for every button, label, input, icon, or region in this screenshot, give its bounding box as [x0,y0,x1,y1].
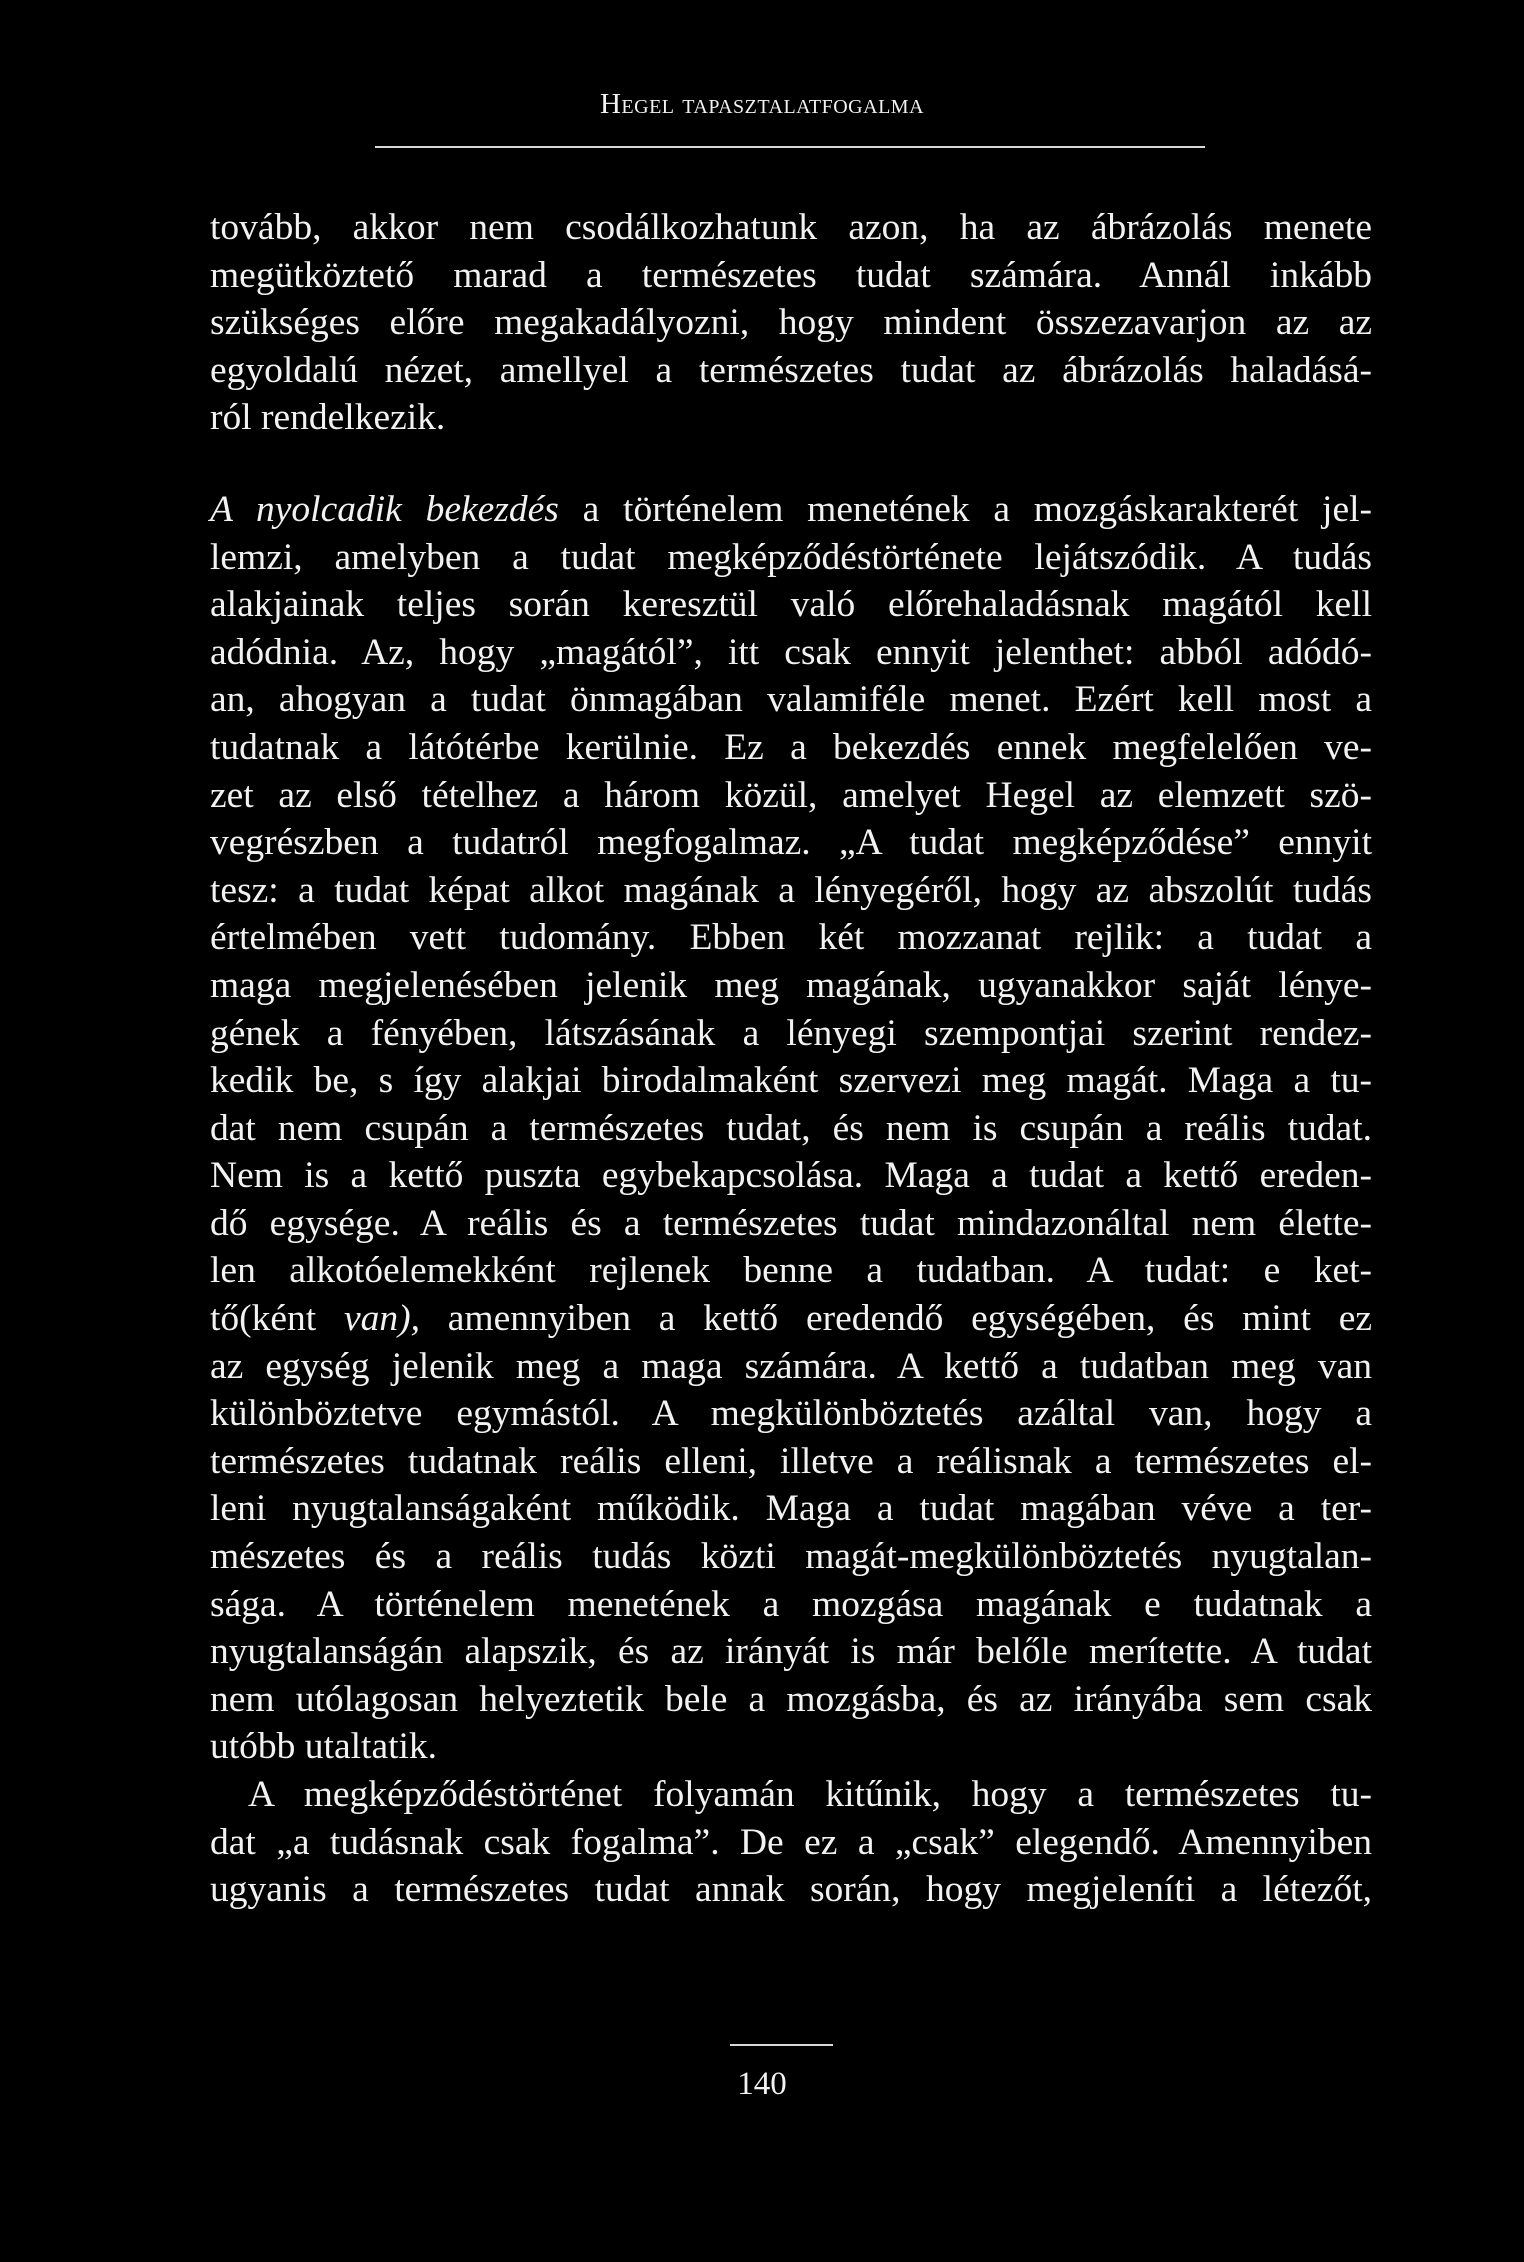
italic-phrase: A nyolcadik bekezdés [210,488,559,530]
footer-rule [730,2044,833,2046]
text-line [210,1295,1372,1343]
text-line: kedik be, s így alakjai birodalmaként szervezi meg magát. Maga a tu- [210,1060,1372,1102]
text-line: lemzi, amelyben a tudat megképződéstörténete lejátszódik. A tudás [210,536,1372,578]
text-line: tovább, akkor nem csodálkozhatunk azon, ha az ábrázolás menete [210,207,1372,248]
text-line [210,486,1372,534]
text-segment: tő(ként [210,1298,344,1340]
text-line: A megképződéstörténet folyamán kitűnik, hogy a természetes tu- [248,1774,1372,1815]
text-line: leni nyugtalanságaként működik. Maga a tudat magában véve a ter- [210,1488,1372,1530]
text-line: különböztetve egymástól. A megkülönböztetés azáltal van, hogy a [210,1393,1372,1435]
text-line: értelmében vett tudomány. Ebben két mozzanat rejlik: a tudat a [210,917,1372,959]
text-line: dat „a tudásnak csak fogalma”. De ez a „csak” elegendő. Amennyiben [210,1821,1372,1863]
header-rule [375,146,1205,148]
text-line: nyugtalanságán alapszik, és az irányát is már belőle merítette. A tudat [210,1631,1372,1673]
text-line: tudatnak a látótérbe kerülnie. Ez a bekezdés ennek megfelelően ve- [210,726,1372,768]
text-line: dat nem csupán a természetes tudat, és nem is csupán a reális tudat. [210,1107,1372,1149]
text-line: az egység jelenik meg a maga számára. A kettő a tudatban meg van [210,1345,1372,1387]
text-line: maga megjelenésében jelenik meg magának, ugyanakkor saját lénye- [210,964,1372,1006]
text-line: dő egysége. A reális és a természetes tudat mindazonáltal nem élette- [210,1202,1372,1244]
text-line: vegrészben a tudatról megfogalmaz. „A tudat megképződése” ennyit [210,822,1372,864]
text-line: ugyanis a természetes tudat annak során, hogy megjeleníti a létezőt, [210,1869,1372,1911]
italic-word: van), [343,1298,420,1340]
text-line: an, ahogyan a tudat önmagában valamiféle menet. Ezért kell most a [210,679,1372,721]
text-line: alakjainak teljes során keresztül való előrehaladásnak magától kell [210,584,1372,626]
text-line: nem utólagosan helyeztetik bele a mozgásba, és az irányába sem csak [210,1678,1372,1720]
body-text [210,204,1372,1914]
text-line: ról rendelkezik. [210,397,446,439]
text-line: zet az első tételhez a három közül, amelyet Hegel az elemzett szö- [210,774,1372,816]
text-line: adódnia. Az, hogy „magától”, itt csak ennyit jelenthet: abból adódó- [210,631,1372,673]
text-line: Nem is a kettő puszta egybekapcsolása. Maga a tudat a kettő ereden- [210,1155,1372,1197]
text-line: megütköztető marad a természetes tudat számára. Annál inkább [210,254,1372,296]
text-line: mészetes és a reális tudás közti magát-megkülönböztetés nyugtalan- [210,1536,1372,1578]
text-segment: amennyiben a kettő eredendő egységében, és mint ez [420,1298,1372,1340]
text-line: sága. A történelem menetének a mozgása magának e tudatnak a [210,1583,1372,1625]
running-header: Hegel tapasztalatfogalma [599,88,925,120]
paragraph-gap [210,442,1372,486]
text-line: természetes tudatnak reális elleni, illetve a reálisnak a természetes el- [210,1440,1372,1482]
paragraph-1 [210,204,1372,442]
text-line: szükséges előre megakadályozni, hogy mindent összezavarjon az az [210,302,1372,344]
text-line: gének a fényében, látszásának a lényegi szempontjai szerint rendez- [210,1012,1372,1054]
text-line: len alkotóelemekként rejlenek benne a tudatban. A tudat: e ket- [210,1250,1372,1292]
text-line: egyoldalú nézet, amellyel a természetes tudat az ábrázolás haladásá- [210,349,1372,391]
text-line: tesz: a tudat képat alkot magának a lényegéről, hogy az abszolút tudás [210,869,1372,911]
paragraph-2 [210,486,1372,1771]
text-segment: a történelem menetének a mozgáskarakterét jel- [558,488,1373,530]
paragraph-3 [210,1771,1372,1914]
page-number: 140 [737,2066,787,2102]
text-line: utóbb utaltatik. [210,1726,438,1768]
